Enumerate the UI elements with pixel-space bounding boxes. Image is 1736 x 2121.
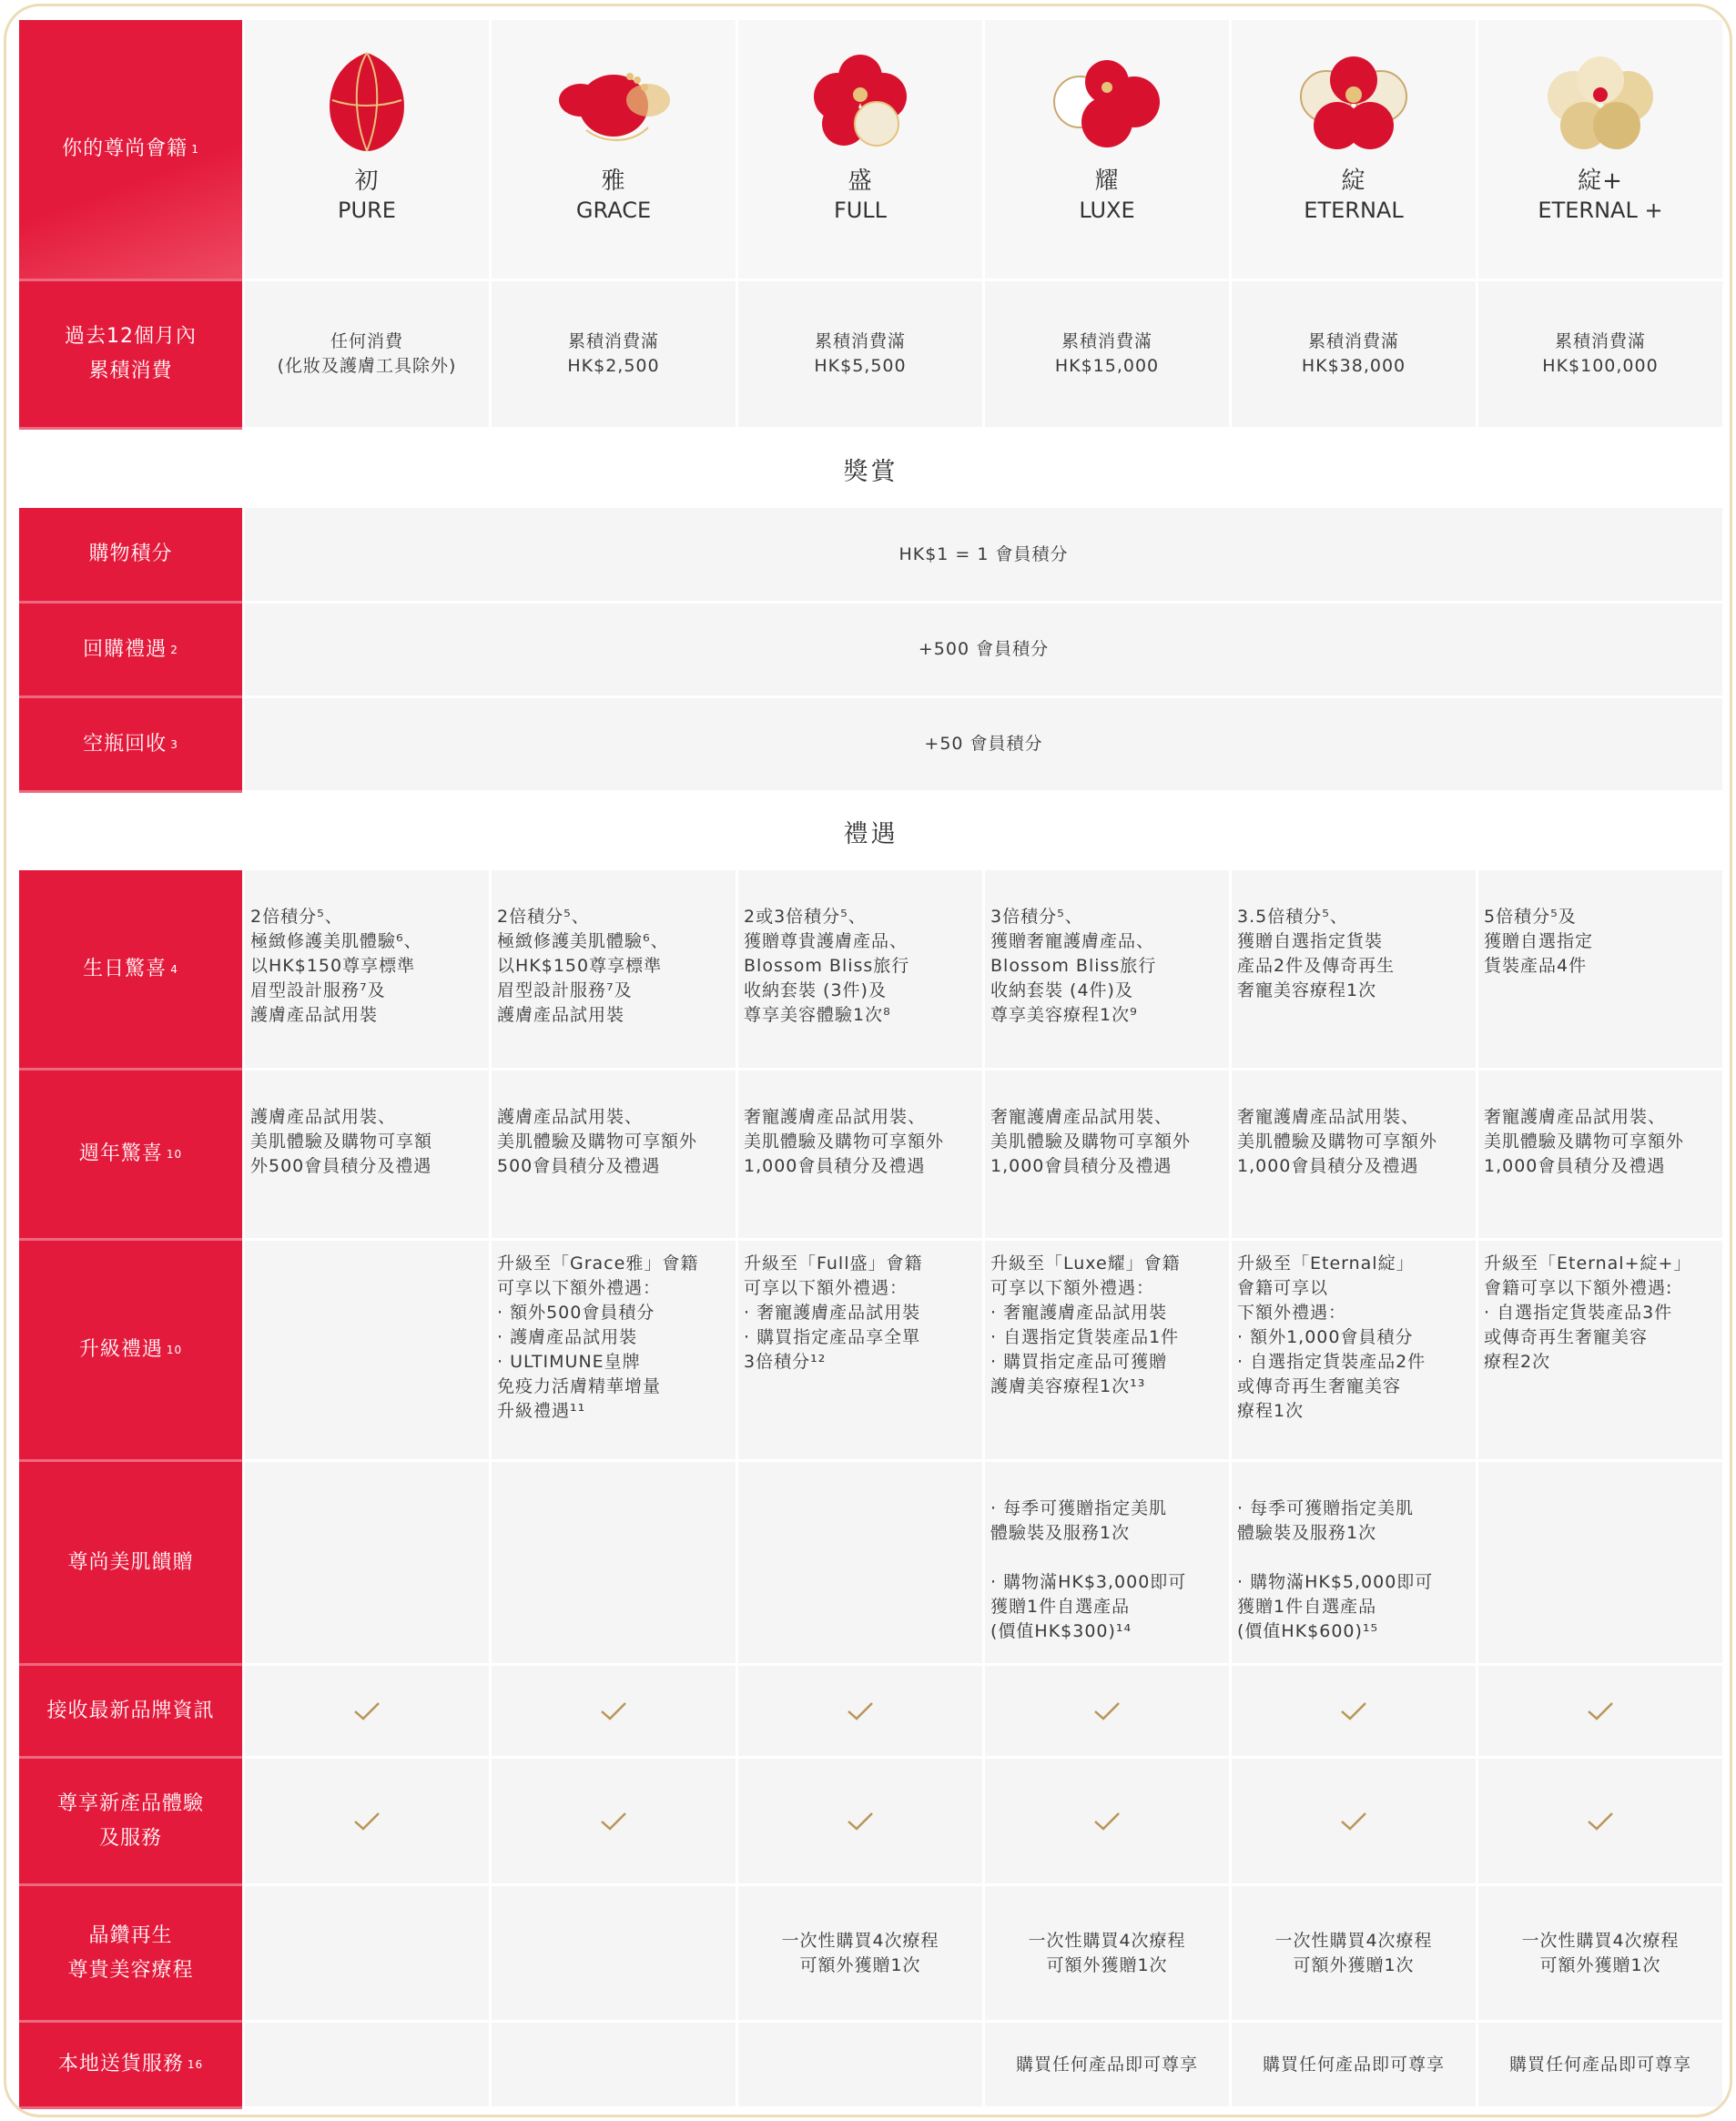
news-cell [245, 1666, 489, 1759]
tier-en: FULL [833, 198, 888, 223]
anniversary-cell: 奢寵護膚產品試用裝、 美肌體驗及購物可享額外 1,000會員積分及禮遇 [1478, 1071, 1722, 1241]
repurchase-label-text: 回購禮遇 [83, 637, 168, 661]
crystal-cell: 一次性購買4次療程 可額外獲贈1次 [1478, 1886, 1722, 2023]
tier-en: ETERNAL [1304, 198, 1404, 223]
beauty-cell [738, 1462, 982, 1666]
upgrade-cell: 升級至「Luxe耀」會籍 可享以下額外禮遇： · 奢寵護膚產品試用裝 · 自選指定貨裝產品1件 · 購買指定產品可獲贈 護膚美容療程1次¹³ [985, 1241, 1229, 1462]
tier-cn: 耀 [1094, 167, 1120, 195]
anniversary-cell: 奢寵護膚產品試用裝、 美肌體驗及購物可享額外 1,000會員積分及禮遇 [1232, 1071, 1476, 1241]
tulip-bud-icon [303, 44, 431, 162]
delivery-cell [492, 2023, 736, 2109]
tier-en: GRACE [575, 198, 652, 223]
crystal-cell: 一次性購買4次療程 可額外獲贈1次 [1232, 1886, 1476, 2023]
anniversary-label [19, 1071, 242, 1241]
upgrade-label-sup: 10 [166, 1344, 183, 1356]
open-flower-icon [550, 44, 677, 162]
membership-label [19, 20, 242, 281]
tier-en: PURE [338, 198, 396, 223]
tier-full [738, 20, 982, 281]
tier-cn: 綻+ [1578, 167, 1623, 195]
tier-cn: 初 [354, 167, 380, 195]
tier-cn: 盛 [848, 167, 873, 195]
crystal-cell: 一次性購買4次療程 可額外獲贈1次 [985, 1886, 1229, 2023]
tier-cn: 雅 [601, 167, 626, 195]
crystal-cell [492, 1886, 736, 2023]
spending-cell: 累積消費滿 HK$15,000 [985, 281, 1229, 430]
check-icon [1587, 1701, 1614, 1721]
check-icon [600, 1811, 627, 1832]
membership-label-text: 你的尊尚會籍 [62, 137, 188, 160]
delivery-label-sup: 16 [187, 2058, 204, 2071]
tier-grace [492, 20, 736, 281]
beauty-cell: · 每季可獲贈指定美肌 體驗裝及服務1次 · 購物滿HK$5,000即可 獲贈1件自選產品 (價值HK$600)¹⁵ [1232, 1462, 1476, 1666]
camellia-gold-icon [1537, 44, 1664, 162]
spending-label: 過去12個月內 累積消費 [19, 281, 242, 430]
recycle-label [19, 698, 242, 793]
newproduct-cell [985, 1759, 1229, 1886]
check-icon [1340, 1701, 1367, 1721]
delivery-cell [738, 2023, 982, 2109]
newproduct-cell [1232, 1759, 1476, 1886]
news-cell [1232, 1666, 1476, 1759]
birthday-cell: 2倍積分⁵、 極緻修護美肌體驗⁶、 以HK$150尊享標準 眉型設計服務⁷及 護膚產品試用裝 [492, 870, 736, 1071]
recycle-value: +50 會員積分 [245, 698, 1722, 793]
check-icon [353, 1811, 381, 1832]
newproduct-cell [738, 1759, 982, 1886]
repurchase-label [19, 604, 242, 698]
repurchase-value: +500 會員積分 [245, 604, 1722, 698]
spending-cell: 任何消費 (化妝及護膚工具除外) [245, 281, 489, 430]
news-cell [985, 1666, 1229, 1759]
delivery-cell: 購買任何產品即可尊享 [1232, 2023, 1476, 2109]
delivery-cell: 購買任何產品即可尊享 [1478, 2023, 1722, 2109]
birthday-label-sup: 4 [170, 962, 178, 976]
spending-cell: 累積消費滿 HK$5,500 [738, 281, 982, 430]
recycle-label-sup: 3 [170, 737, 178, 751]
section-privileges: 禮遇 [19, 793, 1722, 870]
news-cell [1478, 1666, 1722, 1759]
news-cell [738, 1666, 982, 1759]
birthday-label [19, 870, 242, 1071]
recycle-label-text: 空瓶回收 [83, 732, 168, 756]
tier-eternal-plus [1478, 20, 1722, 281]
upgrade-cell: 升級至「Full盛」會籍 可享以下額外禮遇： · 奢寵護膚產品試用裝 · 購買指定產品享全單 3倍積分¹² [738, 1241, 982, 1462]
anniversary-cell: 奢寵護膚產品試用裝、 美肌體驗及購物可享額外 1,000會員積分及禮遇 [985, 1071, 1229, 1241]
beauty-cell [1478, 1462, 1722, 1666]
anniversary-cell: 護膚產品試用裝、 美肌體驗及購物可享額外 500會員積分及禮遇 [492, 1071, 736, 1241]
crystal-label: 晶鑽再生 尊貴美容療程 [19, 1886, 242, 2023]
spending-cell: 累積消費滿 HK$38,000 [1232, 281, 1476, 430]
points-label: 購物積分 [19, 508, 242, 604]
newproduct-cell [492, 1759, 736, 1886]
membership-frame [4, 4, 1732, 2117]
check-icon [1093, 1701, 1121, 1721]
anniversary-label-text: 週年驚喜 [78, 1142, 163, 1165]
check-icon [847, 1701, 874, 1721]
delivery-cell [245, 2023, 489, 2109]
tier-pure [245, 20, 489, 281]
beauty-cell [492, 1462, 736, 1666]
membership-label-sup: 1 [191, 143, 199, 156]
beauty-cell: · 每季可獲贈指定美肌 體驗裝及服務1次 · 購物滿HK$3,000即可 獲贈1件自選產品 (價值HK$300)¹⁴ [985, 1462, 1229, 1666]
birthday-cell: 2或3倍積分⁵、 獲贈尊貴護膚產品、 Blossom Bliss旅行 收納套裝 (3件)及 尊享美容體驗1次⁸ [738, 870, 982, 1071]
crystal-cell [245, 1886, 489, 2023]
check-icon [600, 1701, 627, 1721]
repurchase-label-sup: 2 [170, 643, 178, 656]
check-icon [353, 1701, 381, 1721]
delivery-label-text: 本地送貨服務 [57, 2053, 184, 2075]
check-icon [1587, 1811, 1614, 1832]
newproduct-cell [245, 1759, 489, 1886]
upgrade-cell [245, 1241, 489, 1462]
upgrade-label [19, 1241, 242, 1462]
spending-cell: 累積消費滿 HK$100,000 [1478, 281, 1722, 430]
check-icon [1340, 1811, 1367, 1832]
spending-cell: 累積消費滿 HK$2,500 [492, 281, 736, 430]
anniversary-cell: 奢寵護膚產品試用裝、 美肌體驗及購物可享額外 1,000會員積分及禮遇 [738, 1071, 982, 1241]
upgrade-cell: 升級至「Eternal綻」 會籍可享以 下額外禮遇： · 額外1,000會員積分 · 自選指定貨裝產品2件 或傳奇再生奢寵美容 療程1次 [1232, 1241, 1476, 1462]
check-icon [1093, 1811, 1121, 1832]
delivery-cell: 購買任何產品即可尊享 [985, 2023, 1229, 2109]
beauty-label: 尊尚美肌饋贈 [19, 1462, 242, 1666]
tier-eternal [1232, 20, 1476, 281]
news-label: 接收最新品牌資訊 [19, 1666, 242, 1759]
tier-en: LUXE [1079, 198, 1135, 223]
newproduct-label: 尊享新產品體驗 及服務 [19, 1759, 242, 1886]
upgrade-cell: 升級至「Eternal+綻+」 會籍可享以下額外禮遇: · 自選指定貨裝產品3件 或傳奇再生奢寵美容 療程2次 [1478, 1241, 1722, 1462]
newproduct-cell [1478, 1759, 1722, 1886]
check-icon [847, 1811, 874, 1832]
birthday-cell: 3.5倍積分⁵、 獲贈自選指定貨裝 產品2件及傳奇再生 奢寵美容療程1次 [1232, 870, 1476, 1071]
beauty-cell [245, 1462, 489, 1666]
crystal-cell: 一次性購買4次療程 可額外獲贈1次 [738, 1886, 982, 2023]
tier-en: ETERNAL + [1538, 198, 1663, 223]
anniversary-cell: 護膚產品試用裝、 美肌體驗及購物可享額 外500會員積分及禮遇 [245, 1071, 489, 1241]
section-rewards: 獎賞 [19, 430, 1722, 508]
tier-luxe [985, 20, 1229, 281]
upgrade-label-text: 升級禮遇 [78, 1338, 163, 1361]
camellia-red-icon [797, 44, 924, 162]
delivery-label [19, 2023, 242, 2109]
birthday-cell: 2倍積分⁵、 極緻修護美肌體驗⁶、 以HK$150尊享標準 眉型設計服務⁷及 護膚產品試用裝 [245, 870, 489, 1071]
membership-table [19, 20, 1722, 2109]
birthday-cell: 5倍積分⁵及 獲贈自選指定 貨裝產品4件 [1478, 870, 1722, 1071]
camellia-outline-icon [1043, 44, 1171, 162]
points-value: HK$1 = 1 會員積分 [245, 508, 1722, 604]
birthday-label-text: 生日驚喜 [83, 957, 168, 980]
camellia-full-icon [1290, 44, 1417, 162]
anniversary-label-sup: 10 [166, 1148, 183, 1161]
upgrade-cell: 升級至「Grace雅」會籍 可享以下額外禮遇： · 額外500會員積分 · 護膚產品試用裝 · ULTIMUNE皇牌 免疫力活膚精華增量 升級禮遇¹¹ [492, 1241, 736, 1462]
birthday-cell: 3倍積分⁵、 獲贈奢寵護膚產品、 Blossom Bliss旅行 收納套裝 (4件)及 尊享美容療程1次⁹ [985, 870, 1229, 1071]
tier-cn: 綻 [1341, 167, 1366, 195]
news-cell [492, 1666, 736, 1759]
